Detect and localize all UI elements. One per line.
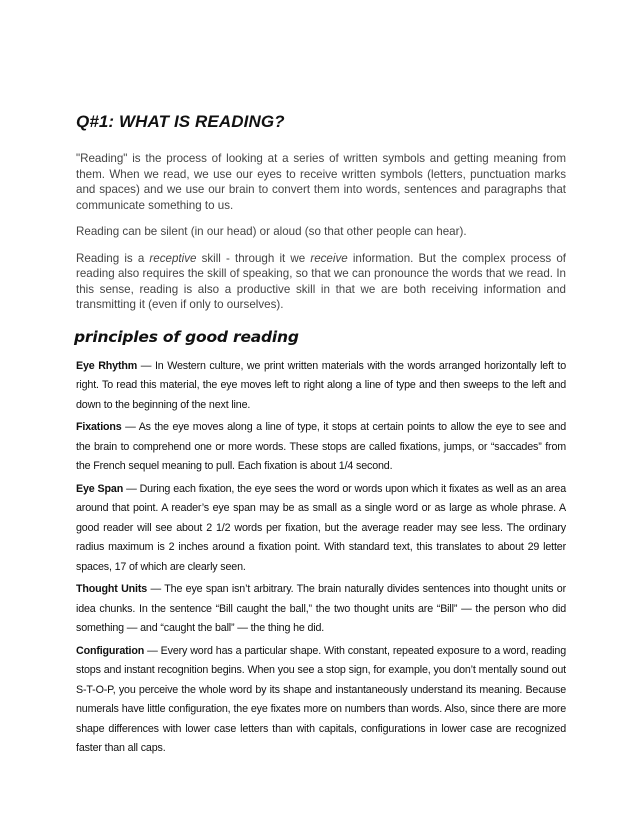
principle-eye-rhythm: [76, 357, 566, 416]
intro-paragraph-3: [76, 251, 566, 313]
principle-text: — Every word has a particular shape. With constant, repeated exposure to a word, reading stops and instant recognition begins. When you see a stop sign, for example, you don’t mentally sound out S-T-O-P, you perceive the whole word by its shape and instantaneously understand its meaning. Because numerals have little configuration, the eye fixates more on numbers than words. Also, since there are more shape differences with lower case letters than with capitals, configurations in lower case are recognized faster than all caps.: [76, 644, 566, 754]
intro-p3-part-a: Reading is a: [76, 251, 150, 265]
principle-term: Eye Rhythm: [76, 359, 138, 372]
intro-p3-part-b: skill - through it we: [196, 251, 311, 265]
principle-eye-span: [76, 480, 566, 578]
principle-term: Thought Units: [76, 583, 148, 595]
question-heading: Q#1: WHAT IS READING?: [76, 112, 285, 131]
intro-p3-emphasis-receptive: receptive: [149, 251, 197, 265]
principle-text: — During each fixation, the eye sees the word or words upon which it fixates as well as an area around that point. A reader’s eye span may be as small as a single word or as large as whole phrase. A good reader will see about 2 1/2 words per fixation, but the average reader may see less. The ordinary radius maximum is 2 inches around a fixation point. With standard text, this translates to about 29 letter spaces, 17 of which are clearly seen.: [76, 482, 566, 573]
principle-text: — As the eye moves along a line of type, it stops at certain points to allow the eye to see and the brain to comprehend one or more words. These stops are called fixations, jumps, or “saccades” from the French sequel meaning to pull. Each fixation is about 1/4 second.: [76, 421, 566, 472]
intro-p3-part-c: information. But the complex process of reading also requires the skill of speaking, so that we can pronounce the words that we read. In this sense, reading is also a productive skill in that we are both receiving information and transmitting it (even if only to ourselves).: [76, 251, 566, 311]
principle-term: Fixations: [76, 421, 122, 433]
principle-text: — The eye span isn’t arbitrary. The brain naturally divides sentences into thought units or idea chunks. In the sentence “Bill caught the ball,” the two thought units are “Bill” — the person who did something — and “caught the ball” — the thing he did.: [76, 583, 566, 634]
document-page: [76, 112, 566, 762]
intro-p3-emphasis-receive: receive: [310, 251, 348, 265]
principles-heading: principles of good reading: [74, 327, 299, 346]
principle-fixations: [76, 418, 566, 477]
intro-paragraph-2: Reading can be silent (in our head) or aloud (so that other people can hear).: [76, 225, 467, 238]
principle-term: Eye Span: [76, 482, 124, 495]
principle-term: Configuration: [76, 644, 145, 657]
intro-paragraph-1: "Reading" is the process of looking at a series of written symbols and getting meaning from them. When we read, we use our eyes to receive written symbols (letters, punctuation marks and spaces) and we use our brain to convert them into words, sentences and paragraphs that communicate something to us.: [76, 152, 566, 212]
principle-configuration: [76, 642, 566, 759]
principle-thought-units: [76, 580, 566, 639]
principle-text: — In Western culture, we print written materials with the words arranged horizontally left to right. To read this material, the eye moves left to right along a line of type and then sweeps to the left and down to the beginning of the next line.: [76, 359, 566, 411]
